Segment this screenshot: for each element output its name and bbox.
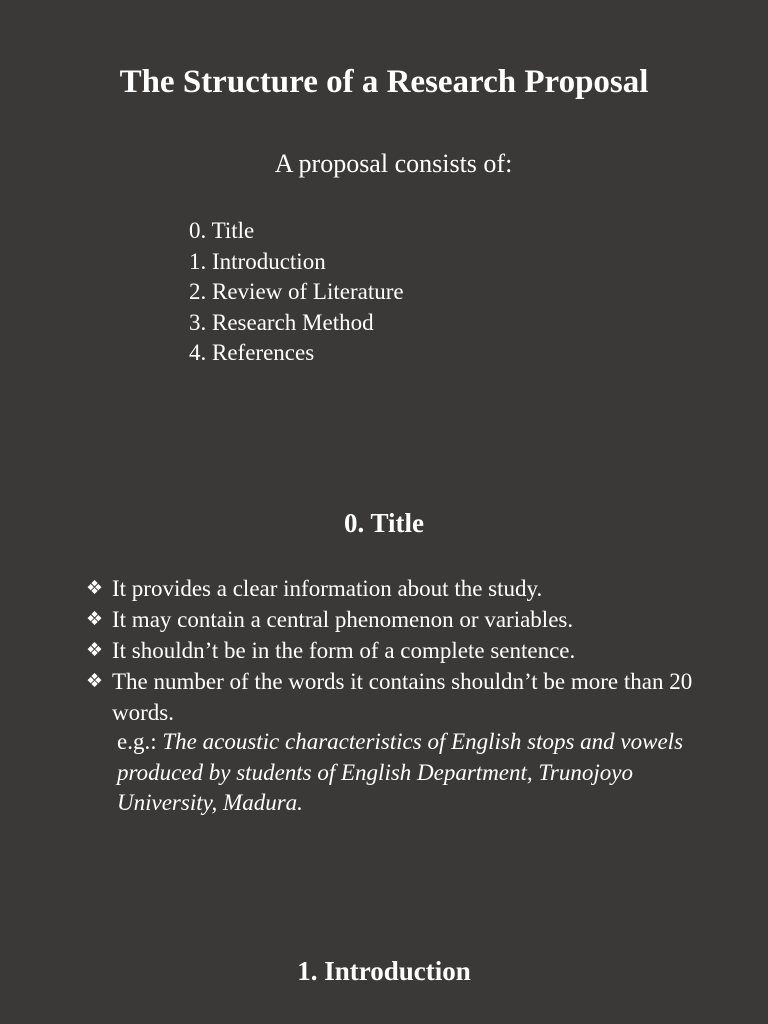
toc-item-introduction: 1. Introduction bbox=[189, 248, 326, 274]
bullet-text: It shouldn’t be in the form of a complete sentence. bbox=[112, 638, 576, 663]
intro-text: A proposal consists of: bbox=[274, 149, 513, 178]
toc-list bbox=[189, 216, 404, 369]
toc-item-review-of-literature: 2. Review of Literature bbox=[189, 279, 404, 304]
diamond-bullet-icon: ❖ bbox=[86, 578, 104, 599]
diamond-bullet-icon: ❖ bbox=[86, 671, 104, 692]
toc-item-references: 4. References bbox=[189, 340, 315, 365]
list-item bbox=[86, 635, 706, 666]
toc-item-title: 0. Title bbox=[189, 218, 255, 243]
diamond-bullet-icon: ❖ bbox=[86, 609, 104, 630]
bullet-text: The number of the words it contains shouldn’t be more than 20 words. bbox=[112, 669, 693, 725]
example-text: The acoustic characteristics of English stops and vowels produced by students of English Department, Trunojoyo University, Madura. bbox=[117, 729, 684, 815]
diamond-bullet-icon: ❖ bbox=[86, 640, 104, 661]
title-bullet-list bbox=[86, 573, 706, 728]
bullet-text: It may contain a central phenomenon or variables. bbox=[112, 607, 574, 632]
example-prefix: e.g.: bbox=[117, 729, 163, 754]
section-heading-title: 0. Title bbox=[343, 508, 424, 538]
title-example bbox=[117, 727, 717, 819]
page-title: The Structure of a Research Proposal bbox=[119, 64, 649, 100]
section-heading-introduction: 1. Introduction bbox=[297, 956, 471, 986]
list-item bbox=[86, 666, 706, 728]
toc-item-research-method: 3. Research Method bbox=[189, 309, 374, 335]
list-item bbox=[86, 573, 706, 604]
bullet-text: It provides a clear information about the study. bbox=[112, 576, 543, 601]
list-item bbox=[86, 604, 706, 635]
